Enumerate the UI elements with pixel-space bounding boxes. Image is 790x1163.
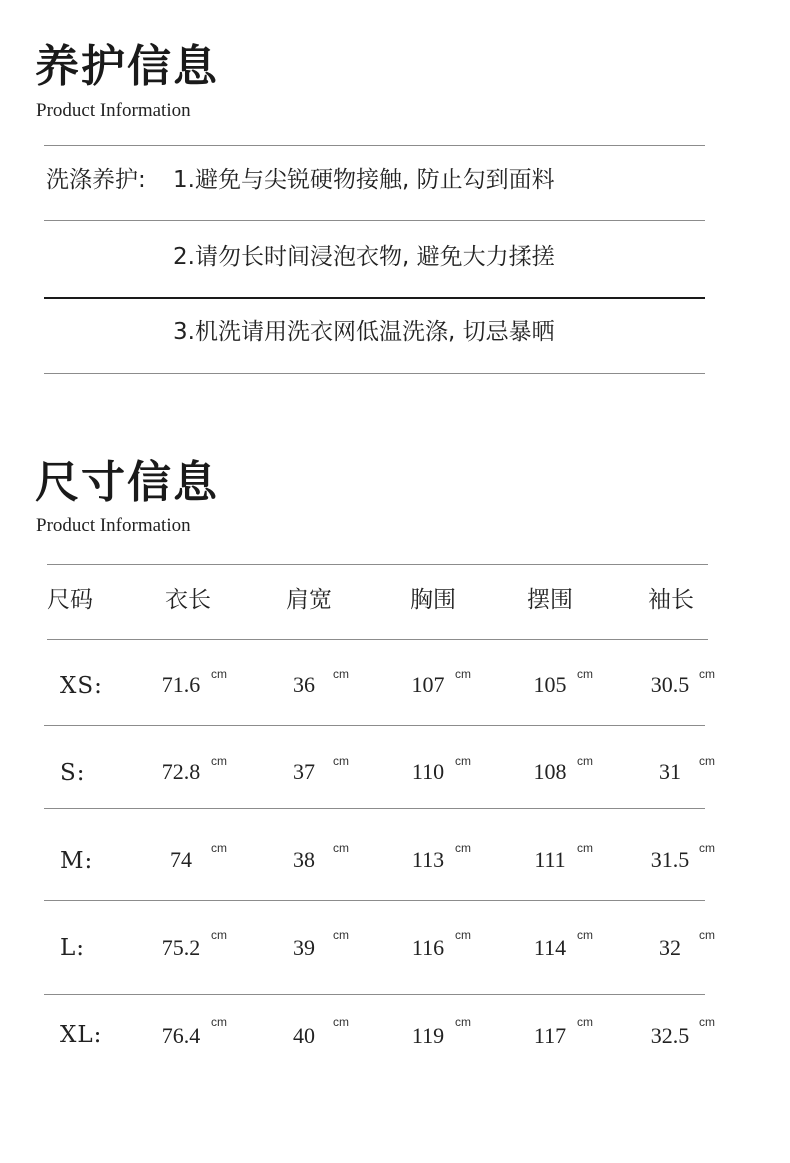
value-hem: 105 bbox=[533, 672, 567, 697]
value-sleeve: 32 bbox=[659, 935, 681, 960]
value-length: 75.2 bbox=[161, 935, 201, 960]
care-title: 养护信息 bbox=[35, 41, 219, 92]
value-length: 72.8 bbox=[161, 759, 201, 784]
header-chest: 胸围 bbox=[410, 587, 456, 613]
unit-label: cm bbox=[699, 754, 715, 768]
unit-label: cm bbox=[577, 754, 593, 768]
size-label: L: bbox=[60, 935, 86, 961]
size-label: M: bbox=[60, 848, 94, 874]
unit-label: cm bbox=[333, 841, 349, 855]
size-subtitle: Product Information bbox=[36, 515, 191, 536]
unit-label: cm bbox=[211, 1015, 227, 1029]
table-rule bbox=[47, 639, 708, 640]
header-size: 尺码 bbox=[47, 587, 93, 613]
unit-label: cm bbox=[211, 841, 227, 855]
value-hem: 117 bbox=[533, 1023, 567, 1048]
value-chest: 113 bbox=[411, 847, 445, 872]
care-label: 洗涤养护: bbox=[46, 167, 146, 193]
value-shoulder: 37 bbox=[293, 759, 315, 784]
table-rule bbox=[44, 725, 705, 726]
care-subtitle: Product Information bbox=[36, 100, 191, 121]
unit-label: cm bbox=[577, 841, 593, 855]
unit-label: cm bbox=[333, 928, 349, 942]
unit-label: cm bbox=[699, 841, 715, 855]
value-chest: 107 bbox=[411, 672, 445, 697]
value-hem: 114 bbox=[533, 935, 567, 960]
value-sleeve: 31 bbox=[659, 759, 681, 784]
header-hem: 摆围 bbox=[527, 587, 573, 613]
unit-label: cm bbox=[577, 667, 593, 681]
unit-label: cm bbox=[455, 754, 471, 768]
value-shoulder: 38 bbox=[293, 847, 315, 872]
size-label: S: bbox=[60, 760, 86, 786]
unit-label: cm bbox=[333, 754, 349, 768]
care-item-3: 3.机洗请用洗衣网低温洗涤, 切忌暴晒 bbox=[173, 319, 555, 345]
unit-label: cm bbox=[699, 1015, 715, 1029]
unit-label: cm bbox=[577, 1015, 593, 1029]
value-length: 76.4 bbox=[161, 1023, 201, 1048]
unit-label: cm bbox=[455, 667, 471, 681]
size-label: XL: bbox=[60, 1022, 103, 1048]
unit-label: cm bbox=[455, 928, 471, 942]
unit-label: cm bbox=[699, 928, 715, 942]
value-shoulder: 39 bbox=[293, 935, 315, 960]
value-chest: 110 bbox=[411, 759, 445, 784]
care-item-1: 1.避免与尖锐硬物接触, 防止勾到面料 bbox=[173, 167, 555, 193]
size-title: 尺寸信息 bbox=[35, 457, 219, 508]
value-sleeve: 30.5 bbox=[650, 672, 690, 697]
table-top-rule bbox=[47, 564, 708, 565]
value-length: 74 bbox=[170, 847, 192, 872]
table-rule bbox=[44, 808, 705, 809]
unit-label: cm bbox=[333, 1015, 349, 1029]
value-sleeve: 32.5 bbox=[650, 1023, 690, 1048]
divider bbox=[44, 145, 705, 146]
unit-label: cm bbox=[455, 841, 471, 855]
unit-label: cm bbox=[211, 754, 227, 768]
care-item-2: 2.请勿长时间浸泡衣物, 避免大力揉搓 bbox=[173, 244, 555, 270]
value-hem: 108 bbox=[533, 759, 567, 784]
divider bbox=[44, 373, 705, 374]
unit-label: cm bbox=[333, 667, 349, 681]
value-shoulder: 36 bbox=[293, 672, 315, 697]
unit-label: cm bbox=[211, 928, 227, 942]
value-shoulder: 40 bbox=[293, 1023, 315, 1048]
value-length: 71.6 bbox=[161, 672, 201, 697]
unit-label: cm bbox=[211, 667, 227, 681]
value-sleeve: 31.5 bbox=[650, 847, 690, 872]
divider bbox=[44, 220, 705, 221]
value-chest: 116 bbox=[411, 935, 445, 960]
header-sleeve: 袖长 bbox=[648, 587, 694, 613]
header-length: 衣长 bbox=[165, 587, 211, 613]
divider-bold bbox=[44, 297, 705, 299]
header-shoulder: 肩宽 bbox=[286, 587, 332, 613]
size-label: XS: bbox=[60, 673, 103, 699]
unit-label: cm bbox=[577, 928, 593, 942]
value-hem: 111 bbox=[534, 847, 566, 872]
unit-label: cm bbox=[699, 667, 715, 681]
table-rule bbox=[44, 994, 705, 995]
unit-label: cm bbox=[455, 1015, 471, 1029]
table-rule bbox=[44, 900, 705, 901]
value-chest: 119 bbox=[411, 1023, 445, 1048]
